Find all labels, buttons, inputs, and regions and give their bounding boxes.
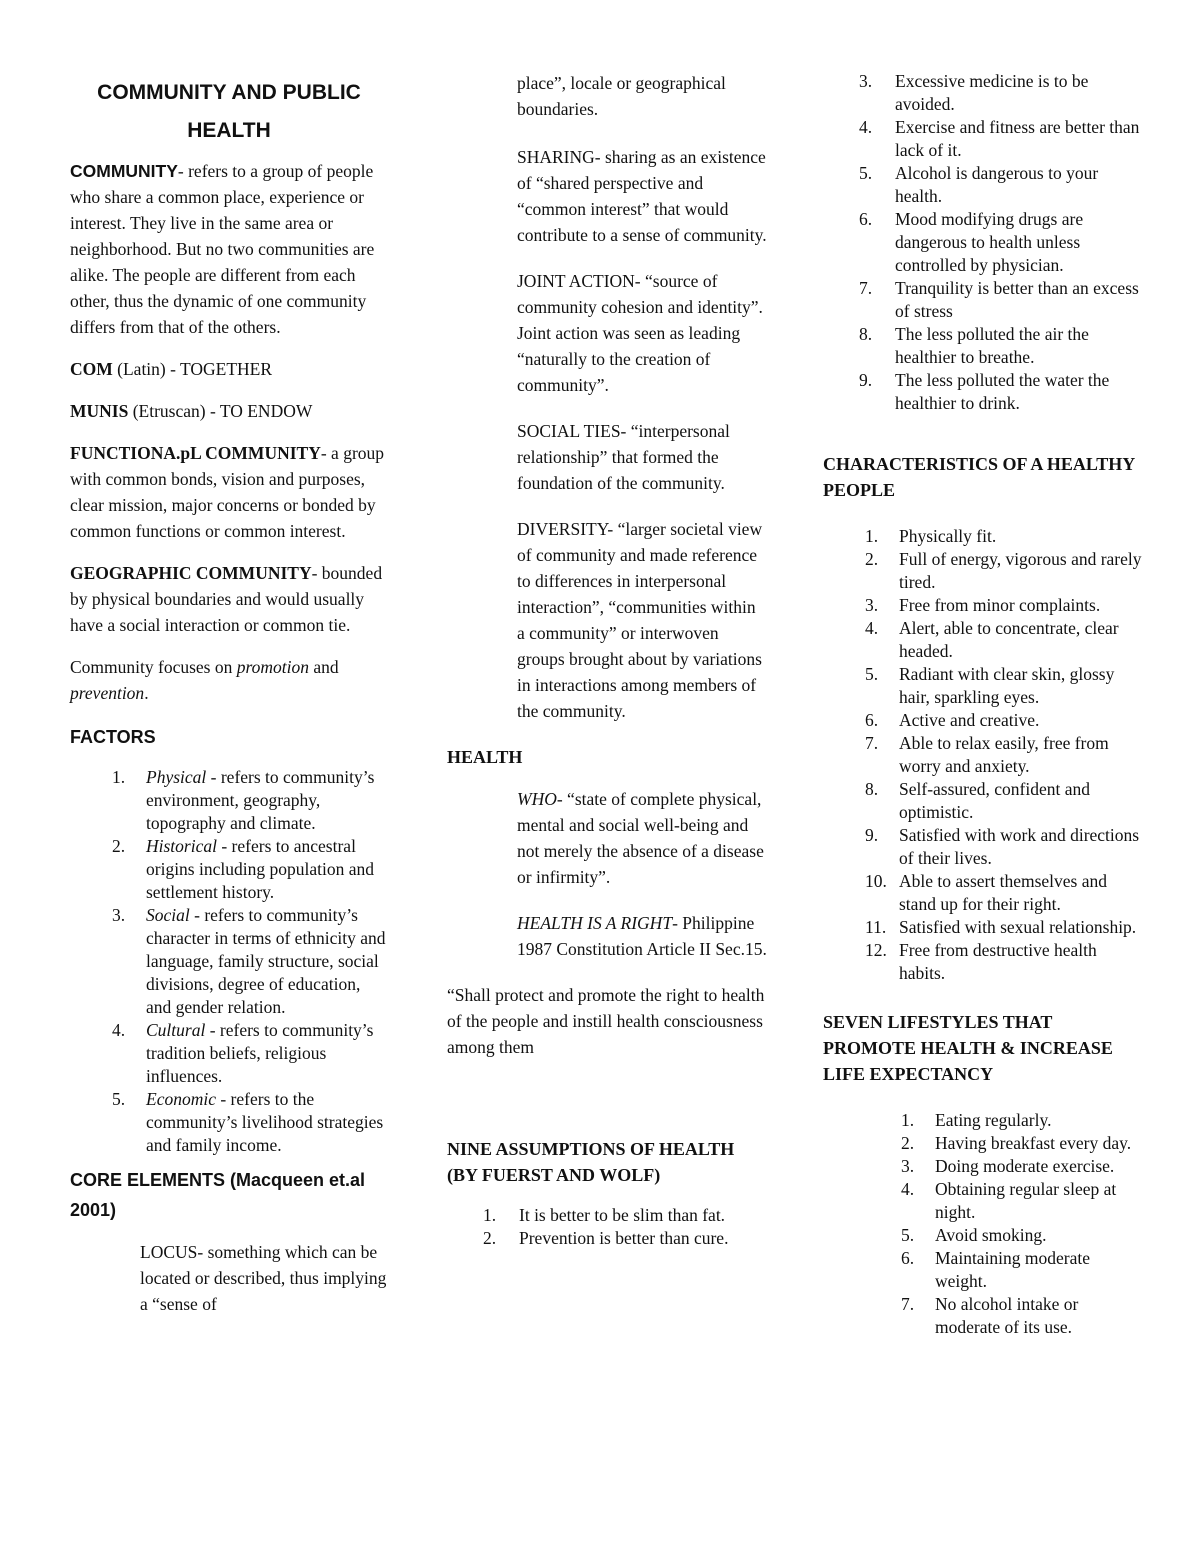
list-number: 5.: [112, 1089, 126, 1109]
list-text: It is better to be slim than fat.: [519, 1205, 726, 1225]
list-text: Satisfied with work and directions of their lives.: [899, 825, 1140, 868]
list-text: Free from minor complaints.: [899, 595, 1101, 615]
list-text: Alert, able to concentrate, clear headed.: [899, 618, 1119, 661]
list-text: Able to assert themselves and stand up for their right.: [899, 871, 1108, 914]
geographic-def-text: - bounded by physical boundaries and would usually have a social interaction or common tie.: [70, 563, 383, 635]
list-text: The less polluted the water the healthier to drink.: [895, 370, 1110, 413]
column-1: [70, 74, 388, 1337]
list-number: 3.: [112, 905, 126, 925]
factor-term: Cultural: [146, 1020, 206, 1040]
spacer: [447, 1076, 767, 1136]
geographic-community-definition: [70, 560, 388, 638]
focus-and: and: [309, 657, 339, 677]
list-text: Prevention is better than cure.: [519, 1228, 729, 1248]
list-number: 4.: [865, 618, 879, 638]
list-number: 4.: [901, 1179, 915, 1199]
list-number: 3.: [859, 71, 873, 91]
locus-continuation: [447, 70, 767, 122]
factor-text: - refers to the community’s livelihood strategies and family income.: [146, 1089, 384, 1155]
list-number: 5.: [865, 664, 879, 684]
seven-lifestyles-list: [823, 1109, 1143, 1339]
list-text: Doing moderate exercise.: [935, 1156, 1115, 1176]
list-number: 2.: [865, 549, 879, 569]
core-element-text: JOINT ACTION- “source of community cohesion and identity”. Joint action was seen as leading “naturally to the creation of community”.: [517, 271, 763, 395]
factor-term: Physical: [146, 767, 207, 787]
core-element-text: SOCIAL TIES- “interpersonal relationship” that formed the foundation of the community.: [517, 421, 730, 493]
list-number: 7.: [859, 278, 873, 298]
who-text: - “state of complete physical, mental and social well-being and not merely the absence of a disease or infirmity”.: [517, 789, 764, 887]
list-text: Tranquility is better than an excess of stress: [895, 278, 1139, 321]
list-number: 8.: [865, 779, 879, 799]
lifestyle-item: [823, 1293, 1143, 1339]
health-heading: HEALTH: [447, 747, 523, 767]
characteristic-item: [823, 732, 1143, 778]
munis-term: MUNIS: [70, 401, 129, 421]
functional-def-text: - a group with common bonds, vision and purposes, clear mission, major concerns or bonded by common functions or common interest.: [70, 443, 385, 541]
lifestyle-item: [823, 1132, 1143, 1155]
seven-lifestyles-heading: SEVEN LIFESTYLES THAT PROMOTE HEALTH & INCREASE LIFE EXPECTANCY: [823, 1012, 1113, 1084]
factor-text: - refers to community’s environment, geography, topography and climate.: [146, 767, 375, 833]
list-text: Physically fit.: [899, 526, 997, 546]
list-number: 11.: [865, 917, 887, 937]
list-text: Mood modifying drugs are dangerous to health unless controlled by physician.: [895, 209, 1084, 275]
characteristics-heading: CHARACTERISTICS OF A HEALTHY PEOPLE: [823, 454, 1135, 500]
list-text: The less polluted the air the healthier to breathe.: [895, 324, 1089, 367]
focus-text: Community focuses on: [70, 657, 237, 677]
list-text: Exercise and fitness are better than lack of it.: [895, 117, 1140, 160]
factors-heading: FACTORS: [70, 727, 156, 747]
list-text: Eating regularly.: [935, 1110, 1052, 1130]
list-text: Free from destructive health habits.: [899, 940, 1097, 983]
characteristic-item: [823, 548, 1143, 594]
com-definition: [70, 356, 388, 382]
assumption-item: [447, 1204, 767, 1227]
list-number: 2.: [483, 1228, 497, 1248]
list-text: Obtaining regular sleep at night.: [935, 1179, 1117, 1222]
list-text: Active and creative.: [899, 710, 1040, 730]
list-text: Avoid smoking.: [935, 1225, 1047, 1245]
core-element-item: [447, 516, 767, 724]
focus-promotion: promotion: [236, 657, 310, 677]
assumption-item: [823, 70, 1143, 116]
com-def-text: (Latin) - TOGETHER: [112, 359, 273, 379]
characteristic-item: [823, 916, 1143, 939]
column-2: [447, 70, 767, 1264]
list-text: Self-assured, confident and optimistic.: [899, 779, 1090, 822]
community-focus: [70, 654, 388, 706]
munis-def-text: (Etruscan) - TO ENDOW: [128, 401, 313, 421]
page-title: [70, 74, 388, 150]
list-text: Satisfied with sexual relationship.: [899, 917, 1137, 937]
core-element-item: [447, 144, 767, 248]
characteristic-item: [823, 617, 1143, 663]
lifestyle-item: [823, 1247, 1143, 1293]
community-def-text: - refers to a group of people who share a common place, experience or interest. They live in the same area or neighborhood. But no two communities are alike. The people are different from each other, thus the dynamic of one community differs from that of the others.: [70, 161, 375, 337]
functional-community-definition: [70, 440, 388, 544]
list-number: 10.: [865, 871, 887, 891]
list-text: Alcohol is dangerous to your health.: [895, 163, 1099, 206]
lifestyle-item: [823, 1224, 1143, 1247]
factor-term: Historical: [146, 836, 217, 856]
list-number: 6.: [859, 209, 873, 229]
factor-item: [70, 1019, 388, 1088]
locus-item: [70, 1239, 388, 1317]
characteristic-item: [823, 663, 1143, 709]
nine-assumptions-list: [447, 1204, 767, 1250]
factor-item: [70, 766, 388, 835]
list-number: 7.: [865, 733, 879, 753]
list-text: No alcohol intake or moderate of its use.: [935, 1294, 1079, 1337]
lifestyle-item: [823, 1109, 1143, 1132]
core-element-item: [447, 418, 767, 496]
list-text: Excessive medicine is to be avoided.: [895, 71, 1089, 114]
assumption-item: [823, 277, 1143, 323]
com-term: COM: [70, 359, 113, 379]
nine-assumptions-heading: NINE ASSUMPTIONS OF HEALTH (BY FUERST AND WOLF): [447, 1139, 735, 1185]
list-number: 4.: [859, 117, 873, 137]
assumption-item: [447, 1227, 767, 1250]
list-number: 1.: [901, 1110, 915, 1130]
assumption-item: [823, 162, 1143, 208]
health-right-item: [447, 910, 767, 962]
list-number: 5.: [901, 1225, 915, 1245]
characteristic-item: [823, 594, 1143, 617]
lifestyle-item: [823, 1155, 1143, 1178]
list-text: Maintaining moderate weight.: [935, 1248, 1091, 1291]
list-text: Having breakfast every day.: [935, 1133, 1132, 1153]
characteristic-item: [823, 824, 1143, 870]
factor-item: [70, 904, 388, 1019]
characteristic-item: [823, 778, 1143, 824]
who-item: [447, 786, 767, 890]
list-number: 3.: [865, 595, 879, 615]
core-elements-heading: CORE ELEMENTS (Macqueen et.al 2001): [70, 1170, 366, 1220]
factor-item: [70, 1088, 388, 1157]
column-3: [823, 70, 1143, 1353]
list-number: 12.: [865, 940, 887, 960]
list-number: 2.: [112, 836, 126, 856]
nine-assumptions-list-continued: [823, 70, 1143, 415]
core-element-item: [447, 268, 767, 398]
factor-text: - refers to community’s tradition beliefs, religious influences.: [146, 1020, 374, 1086]
core-element-text: SHARING- sharing as an existence of “shared perspective and “common interest” that would contribute to a sense of community.: [517, 147, 767, 245]
list-number: 6.: [865, 710, 879, 730]
focus-end: .: [144, 683, 149, 703]
list-text: Able to relax easily, free from worry and anxiety.: [899, 733, 1109, 776]
lifestyle-item: [823, 1178, 1143, 1224]
focus-prevention: prevention: [70, 683, 145, 703]
list-number: 1.: [112, 767, 126, 787]
list-number: 7.: [901, 1294, 915, 1314]
list-number: 8.: [859, 324, 873, 344]
list-text: Radiant with clear skin, glossy hair, sparkling eyes.: [899, 664, 1115, 707]
characteristic-item: [823, 525, 1143, 548]
characteristic-item: [823, 870, 1143, 916]
list-number: 9.: [865, 825, 879, 845]
community-definition: [70, 158, 388, 340]
list-number: 3.: [901, 1156, 915, 1176]
health-right-text: - Philippine 1987 Constitution Article II Sec.15.: [517, 913, 767, 959]
factor-item: [70, 835, 388, 904]
list-number: 5.: [859, 163, 873, 183]
locus-cont-text: place”, locale or geographical boundaries.: [517, 73, 726, 119]
list-text: Full of energy, vigorous and rarely tired.: [899, 549, 1142, 592]
constitution-quote: “Shall protect and promote the right to health of the people and instill health consciousness among them: [447, 985, 765, 1057]
assumption-item: [823, 116, 1143, 162]
list-number: 6.: [901, 1248, 915, 1268]
locus-text: LOCUS- something which can be located or described, thus implying a “sense of: [140, 1242, 387, 1314]
list-number: 1.: [483, 1205, 497, 1225]
list-number: 1.: [865, 526, 879, 546]
who-term: WHO: [517, 789, 557, 809]
core-elements-list: [447, 144, 767, 724]
characteristic-item: [823, 939, 1143, 985]
geographic-term: GEOGRAPHIC COMMUNITY: [70, 563, 312, 583]
functional-term: FUNCTIONA.pL COMMUNITY: [70, 443, 321, 463]
assumption-item: [823, 323, 1143, 369]
factors-list: [70, 766, 388, 1157]
health-right-term: HEALTH IS A RIGHT: [517, 913, 673, 933]
community-term: COMMUNITY: [70, 161, 178, 181]
core-element-text: DIVERSITY- “larger societal view of community and made reference to differences in interpersonal interaction”, “communities within a community” or interwoven groups brought about by variations in interactions among members of the community.: [517, 519, 763, 721]
assumption-item: [823, 369, 1143, 415]
factor-term: Economic: [146, 1089, 216, 1109]
assumption-item: [823, 208, 1143, 277]
factor-term: Social: [146, 905, 190, 925]
characteristic-item: [823, 709, 1143, 732]
list-number: 9.: [859, 370, 873, 390]
factor-text: - refers to community’s character in terms of ethnicity and language, family structure, social divisions, degree of education, and gender relation.: [146, 905, 386, 1017]
list-number: 2.: [901, 1133, 915, 1153]
munis-definition: [70, 398, 388, 424]
factor-text: - refers to ancestral origins including population and settlement history.: [146, 836, 374, 902]
list-number: 4.: [112, 1020, 126, 1040]
characteristics-list: [823, 525, 1143, 985]
title-line-1: COMMUNITY AND PUBLIC: [97, 81, 361, 104]
title-line-2: HEALTH: [187, 119, 271, 142]
